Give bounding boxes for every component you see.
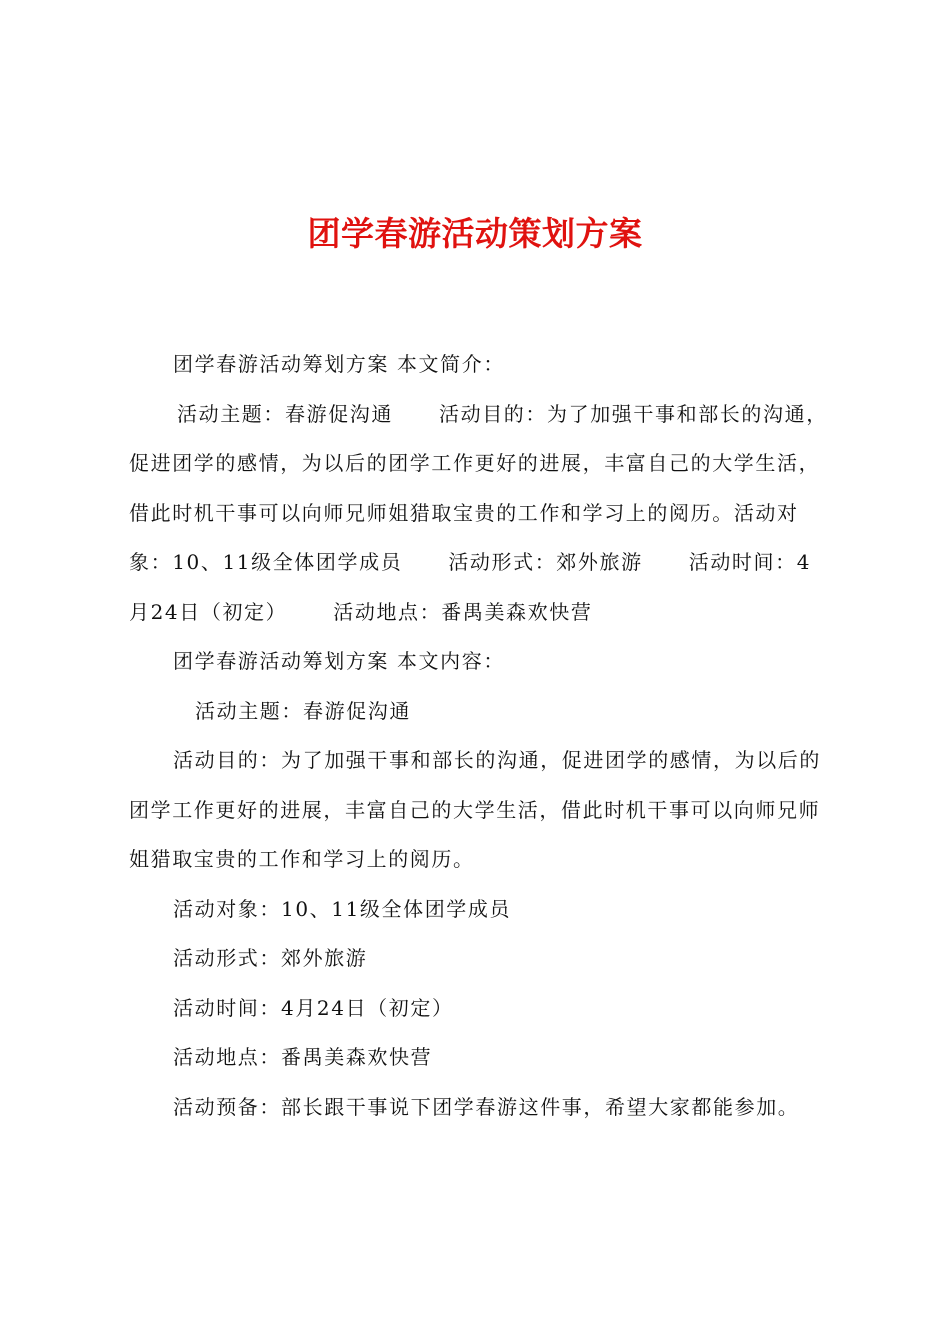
summary-time: 活动时间：4月24日（初定） bbox=[129, 550, 812, 624]
content-form: 活动形式：郊外旅游 bbox=[173, 946, 368, 970]
summary-theme: 活动主题：春游促沟通 bbox=[177, 401, 393, 426]
content-target: 活动对象：10、11级全体团学成员 bbox=[173, 896, 512, 921]
content-time: 活动时间：4月24日（初定） bbox=[173, 995, 454, 1020]
content-location: 活动地点：番禺美森欢快营 bbox=[173, 1045, 433, 1069]
summary-heading: 团学春游活动筹划方案 本文简介： bbox=[173, 352, 505, 376]
content-heading: 团学春游活动筹划方案 本文内容： bbox=[173, 649, 505, 673]
document-body bbox=[129, 340, 829, 1132]
summary-target: 活动对象：10、11级全体团学成员 bbox=[129, 500, 799, 574]
content-purpose: 活动目的：为了加强干事和部长的沟通，促进团学的感情，为以后的团学工作更好的进展，丰富自己的大学生活，借此时机干事可以向师兄师姐猎取宝贵的工作和学习上的阅历。 bbox=[129, 748, 821, 871]
content-preparation: 活动预备：部长跟干事说下团学春游这件事，希望大家都能参加。 bbox=[173, 1094, 800, 1119]
summary-location: 活动地点：番禺美森欢快营 bbox=[333, 599, 593, 624]
content-theme: 活动主题：春游促沟通 bbox=[195, 698, 411, 723]
summary-paragraph bbox=[129, 390, 829, 638]
document-title: 团学春游活动策划方案 bbox=[307, 214, 643, 253]
summary-purpose: 活动目的：为了加强干事和部长的沟通，促进团学的感情，为以后的团学工作更好的进展，丰富自己的大学生活，借此时机干事可以向师兄师姐猎取宝贵的工作和学习上的阅历。 bbox=[129, 401, 828, 525]
summary-form: 活动形式：郊外旅游 bbox=[448, 550, 643, 574]
